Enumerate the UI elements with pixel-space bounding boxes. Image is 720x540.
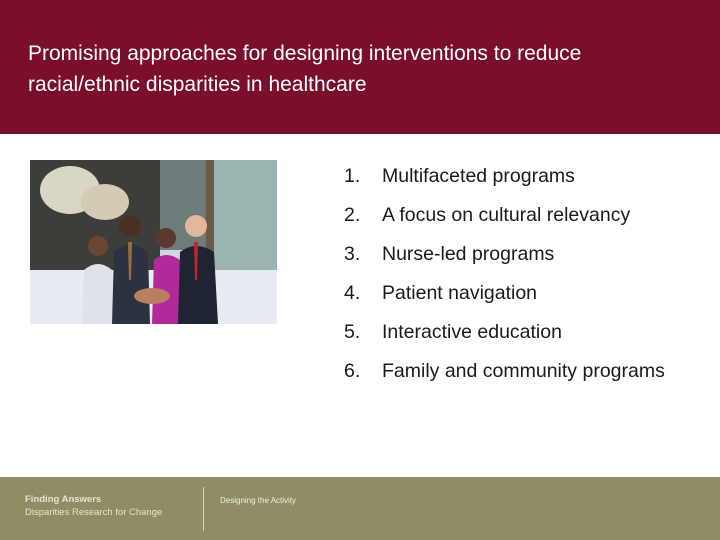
footer-bar bbox=[0, 477, 720, 540]
org-tagline: Disparities Research for Change bbox=[25, 507, 163, 518]
section-label: Designing the Activity bbox=[220, 496, 297, 505]
photo-illustration bbox=[30, 160, 277, 324]
slide-title: Promising approaches for designing interventions to reduce racial/ethnic disparities in healthcare bbox=[28, 42, 582, 96]
footer-divider bbox=[203, 487, 204, 531]
list-item-text: A focus on cultural relevancy bbox=[382, 204, 631, 226]
list-item-number: 6. bbox=[344, 360, 361, 382]
org-name: Finding Answers bbox=[25, 494, 102, 505]
list-item-text: Nurse-led programs bbox=[382, 243, 555, 265]
list-item bbox=[344, 241, 704, 267]
approaches-list bbox=[344, 163, 704, 397]
list-item-text: Patient navigation bbox=[382, 282, 538, 304]
list-item bbox=[344, 163, 704, 189]
list-item-text: Interactive education bbox=[382, 321, 562, 343]
list-item-number: 3. bbox=[344, 243, 361, 265]
list-item-number: 5. bbox=[344, 321, 361, 343]
list-item-text: Family and community programs bbox=[382, 360, 665, 382]
list-item bbox=[344, 280, 704, 306]
group-photo bbox=[30, 160, 277, 324]
list-item-number: 2. bbox=[344, 204, 361, 226]
list-item bbox=[344, 319, 704, 345]
list-item-number: 1. bbox=[344, 165, 361, 187]
list-item bbox=[344, 358, 704, 384]
list-item-text: Multifaceted programs bbox=[382, 165, 575, 187]
title-banner bbox=[0, 0, 720, 134]
list-item bbox=[344, 202, 704, 228]
list-item-number: 4. bbox=[344, 282, 361, 304]
